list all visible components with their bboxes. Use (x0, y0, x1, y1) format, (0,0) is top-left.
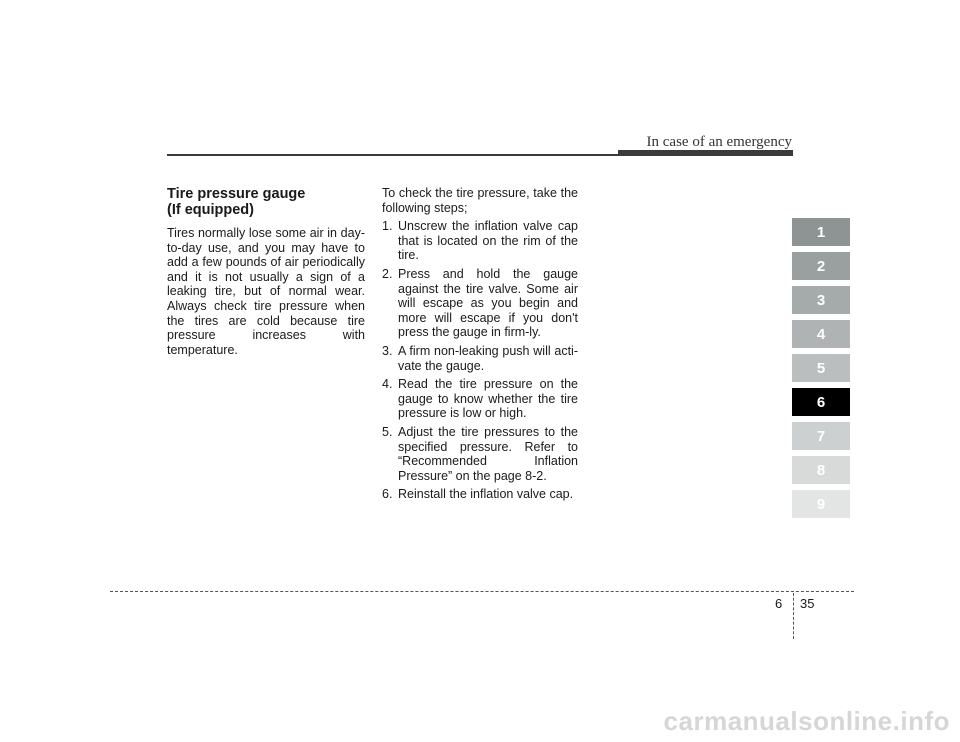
step-number: 4. (382, 377, 393, 392)
chapter-tab-1[interactable]: 1 (792, 218, 850, 246)
chapter-tab-5[interactable]: 5 (792, 354, 850, 382)
watermark: carmanualsonline.info (663, 706, 950, 736)
chapter-tabs (792, 218, 850, 524)
section-heading (167, 186, 365, 218)
heading-line-2: (If equipped) (167, 202, 254, 218)
step-text: Adjust the tire pressures to the specified pressure. Refer to “Recommended Inflation Pressure” on the page 8-2. (398, 424, 578, 483)
step-text: Unscrew the inflation valve cap that is located on the rim of the tire. (398, 219, 578, 263)
header-rule (167, 154, 624, 156)
step-number: 6. (382, 487, 393, 502)
chapter-tab-6-active[interactable]: 6 (792, 388, 850, 416)
heading-line-1: Tire pressure gauge (167, 186, 306, 202)
step-number: 1. (382, 219, 393, 234)
header-rule-accent (618, 150, 793, 156)
footer-rule (110, 591, 854, 592)
chapter-tab-7[interactable]: 7 (792, 422, 850, 450)
step-item (382, 219, 578, 263)
page-number: 35 (800, 596, 815, 611)
chapter-tab-8[interactable]: 8 (792, 456, 850, 484)
step-item (382, 425, 578, 483)
step-text: A firm non-leaking push will acti-vate the gauge. (398, 343, 578, 373)
section-title: In case of an emergency (646, 134, 792, 150)
chapter-tab-2[interactable]: 2 (792, 252, 850, 280)
steps-intro: To check the tire pressure, take the following steps; (382, 186, 578, 215)
chapter-tab-4[interactable]: 4 (792, 320, 850, 348)
page-chapter-number: 6 (775, 596, 783, 611)
step-number: 5. (382, 424, 393, 439)
chapter-tab-9[interactable]: 9 (792, 490, 850, 518)
right-column (382, 186, 578, 506)
body-paragraph: Tires normally lose some air in day-to-day use, and you may have to add a few pounds of air periodically and it is not usually a sign of a leaking tire, but of normal wear. Always check tire pressure when the tires are cold because tire pressure increases with temperature. (167, 226, 365, 357)
steps-list (382, 219, 578, 502)
chapter-tab-3[interactable]: 3 (792, 286, 850, 314)
step-item (382, 344, 578, 373)
step-text: Press and hold the gauge against the tire valve. Some air will escape as you begin and more will escape if you don't press the gauge in firm-ly. (398, 266, 578, 340)
step-number: 2. (382, 266, 393, 281)
step-item (382, 487, 578, 502)
footer-divider (793, 593, 794, 639)
left-column (167, 186, 365, 357)
step-text: Read the tire pressure on the gauge to know whether the tire pressure is low or high. (398, 377, 578, 421)
step-item (382, 267, 578, 340)
step-number: 3. (382, 343, 393, 358)
step-text: Reinstall the inflation valve cap. (398, 487, 574, 502)
step-item (382, 377, 578, 421)
